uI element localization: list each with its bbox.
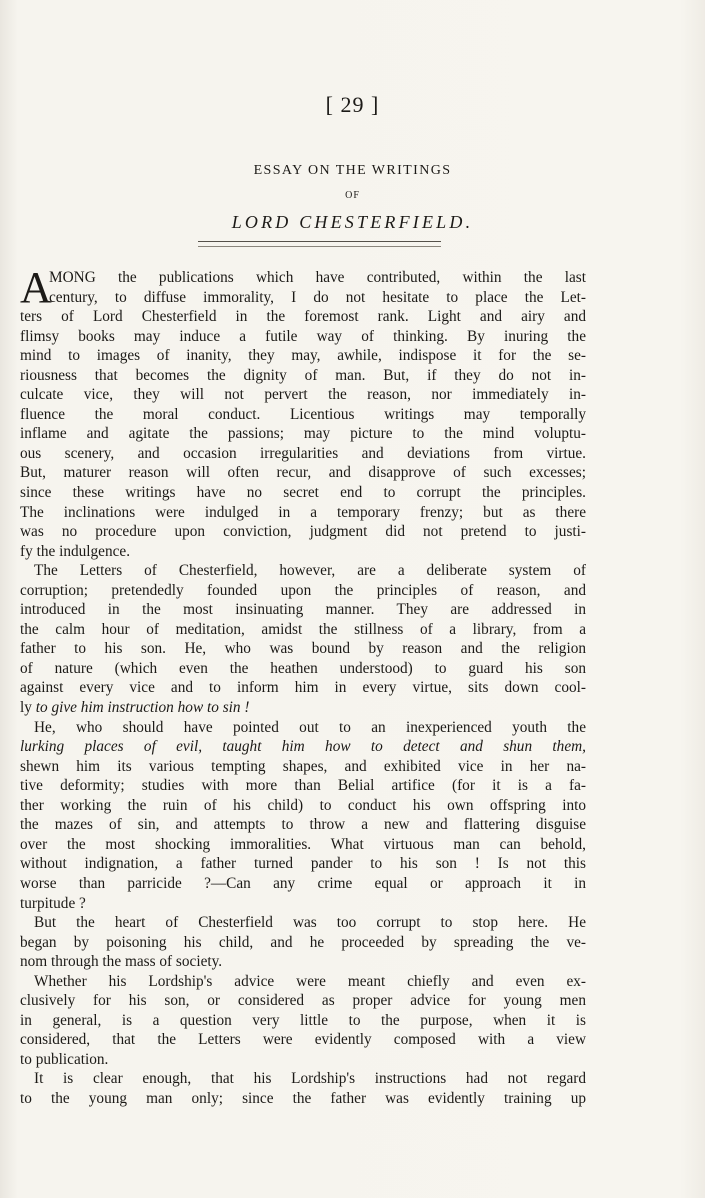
essay-title-line-1: ESSAY ON THE WRITINGS <box>253 163 452 178</box>
text-line: was no procedure upon conviction, judgment did not pretend to justi- <box>20 523 586 541</box>
text-line: began by poisoning his child, and he proceeded by spreading the ve- <box>20 933 586 951</box>
text-line: inflame and agitate the passions; may picture to the mind voluptu- <box>20 425 586 443</box>
text-line: since these writings have no secret end to corrupt the principles. <box>20 484 586 502</box>
text-line: without indignation, a father turned pander to his son ! Is not this <box>20 855 586 873</box>
text-line: ther working the ruin of his child) to conduct his own offspring into <box>20 796 586 814</box>
text-line: worse than parricide ?—Can any crime equal or approach it in <box>20 874 586 892</box>
text-line: to publication. <box>20 1050 109 1068</box>
text-line: father to his son. He, who was bound by reason and the religion <box>20 640 586 658</box>
text-line: Whether his Lordship's advice were meant chiefly and even ex- <box>34 972 586 990</box>
text-line: The inclinations were indulged in a temporary frenzy; but as there <box>20 503 586 521</box>
title-rule <box>198 241 441 247</box>
text-line: He, who should have pointed out to an inexperienced youth the <box>34 718 586 736</box>
text-line: the mazes of sin, and attempts to throw a new and flattering disguise <box>20 816 586 834</box>
essay-title-line-3: LORD CHESTERFIELD. <box>231 212 474 232</box>
text-line: clusively for his son, or considered as proper advice for young men <box>20 992 586 1010</box>
text-line: nom through the mass of society. <box>20 953 223 971</box>
text-line: fluence the moral conduct. Licentious writings may temporally <box>20 405 586 423</box>
text-line: considered, that the Letters were evidently composed with a view <box>20 1031 586 1049</box>
text-line: flimsy books may induce a futile way of thinking. By inuring the <box>20 327 586 345</box>
text-line: But the heart of Chesterfield was too corrupt to stop here. He <box>34 914 586 932</box>
text-line: mind to images of inanity, they may, awhile, indispose it for the se- <box>20 347 586 365</box>
text-line: ters of Lord Chesterfield in the foremost rank. Light and airy and <box>20 308 586 326</box>
text-line: lurking places of evil, taught him how to detect and shun them, <box>20 738 586 756</box>
text-line: over the most shocking immoralities. What virtuous man can behold, <box>20 835 586 853</box>
text-line: introduced in the most insinuating manner. They are addressed in <box>20 601 586 619</box>
page-number: [ 29 ] <box>325 92 380 117</box>
text-line: MONG the publications which have contributed, within the last <box>49 269 586 286</box>
essay-title-line-2: OF <box>345 190 360 201</box>
text-line: tive deformity; studies with more than Belial artifice (for it is a fa- <box>20 777 586 795</box>
text-line: The Letters of Chesterfield, however, are a deliberate system of <box>34 562 586 580</box>
text-line: riousness that becomes the dignity of man. But, if they do not in- <box>20 366 586 384</box>
text-line: of nature (which even the heathen understood) to guard his son <box>20 659 586 677</box>
essay-body <box>20 263 586 1109</box>
text-line: century, to diffuse immorality, I do not hesitate to place the Let- <box>49 288 586 306</box>
text-line: ous scenery, and occasion irregularities and deviations from virtue. <box>20 444 586 462</box>
text-line: to the young man only; since the father was evidently training up <box>20 1089 586 1107</box>
text-line: culcate vice, they will not pervert the reason, nor immediately in- <box>20 386 586 404</box>
text-line: It is clear enough, that his Lordship's instructions had not regard <box>34 1070 586 1088</box>
drop-cap: A <box>20 263 52 312</box>
text-line: in general, is a question very little to the purpose, when it is <box>20 1011 586 1029</box>
text-line: corruption; pretendedly founded upon the principles of reason, and <box>20 581 586 599</box>
text-line: ly to give him instruction how to sin ! <box>20 699 250 717</box>
text-line: But, maturer reason will often recur, and disapprove of such excesses; <box>20 464 586 482</box>
text-line: against every vice and to inform him in every virtue, sits down cool- <box>20 679 586 697</box>
text-line: turpitude ? <box>20 894 86 912</box>
text-line: the calm hour of meditation, amidst the stillness of a library, from a <box>20 620 586 638</box>
text-line: fy the indulgence. <box>20 542 131 560</box>
text-line: shewn him its various tempting shapes, and exhibited vice in her na- <box>20 757 586 775</box>
